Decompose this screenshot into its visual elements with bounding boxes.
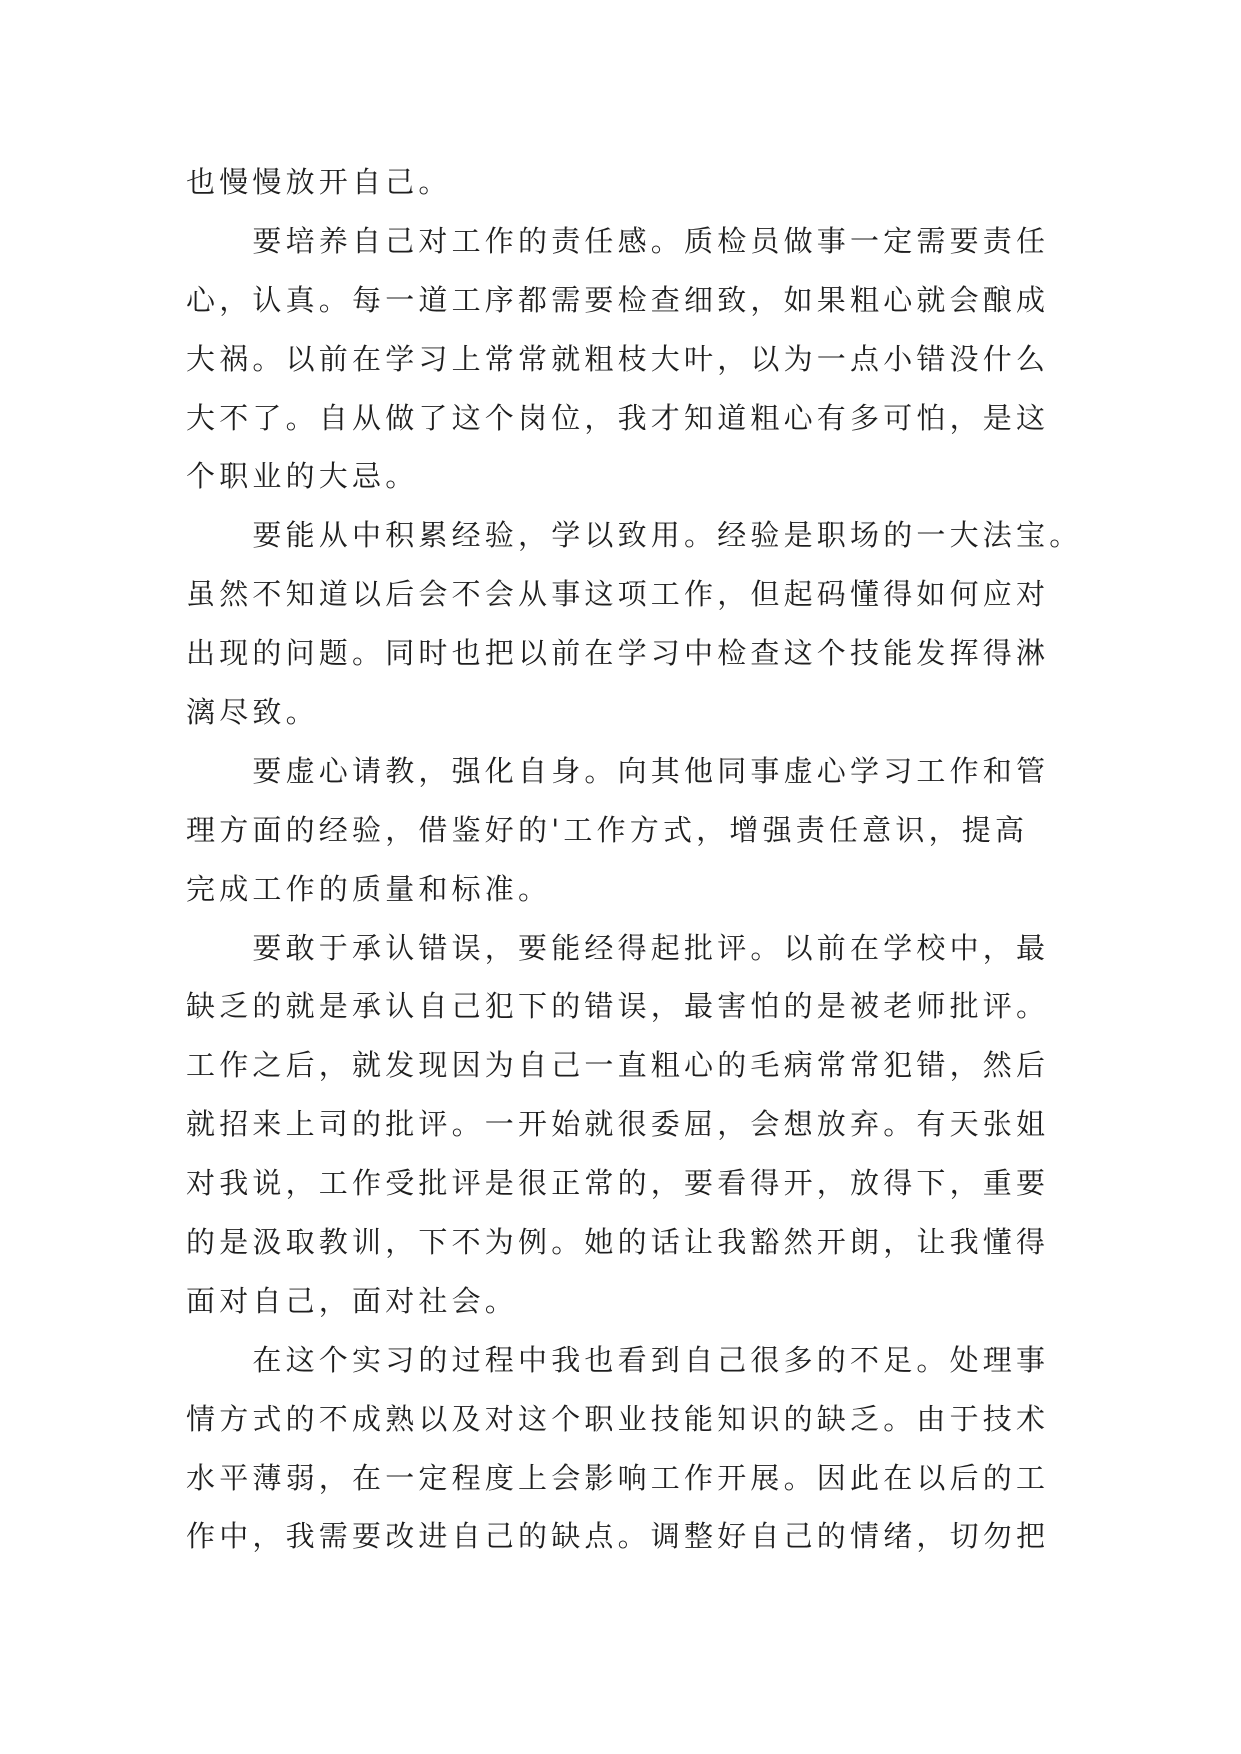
paragraph (186, 506, 1146, 742)
text-line: 工作之后，就发现因为自己一直粗心的毛病常常犯错，然后 (186, 1048, 1050, 1083)
page-body (186, 153, 1146, 1566)
text-line: 理方面的经验，借鉴好的'工作方式，增强责任意识，提高 (186, 812, 1029, 847)
text-line: 在这个实习的过程中我也看到自己很多的不足。处理事 (252, 1342, 1050, 1377)
paragraph (186, 742, 1146, 919)
paragraph (186, 919, 1146, 1331)
text-line: 缺乏的就是承认自己犯下的错误，最害怕的是被老师批评。 (186, 989, 1050, 1024)
paragraph (186, 212, 1146, 506)
text-line: 的是汲取教训，下不为例。她的话让我豁然开朗，让我懂得 (186, 1225, 1050, 1260)
paragraph (186, 1331, 1146, 1567)
text-line: 要敢于承认错误，要能经得起批评。以前在学校中，最 (252, 930, 1050, 965)
text-line: 虽然不知道以后会不会从事这项工作，但起码懂得如何应对 (186, 577, 1050, 612)
text-line: 作中，我需要改进自己的缺点。调整好自己的情绪，切勿把 (186, 1519, 1050, 1554)
text-line: 对我说，工作受批评是很正常的，要看得开，放得下，重要 (186, 1166, 1050, 1201)
text-line: 就招来上司的批评。一开始就很委屈，会想放弃。有天张姐 (186, 1107, 1050, 1142)
text-line: 要培养自己对工作的责任感。质检员做事一定需要责任 (252, 223, 1050, 258)
text-line: 完成工作的质量和标准。 (186, 871, 552, 906)
text-line: 面对自己，面对社会。 (186, 1283, 519, 1318)
text-line: 情方式的不成熟以及对这个职业技能知识的缺乏。由于技术 (186, 1401, 1050, 1436)
text-line: 个职业的大忌。 (186, 459, 419, 494)
text-line: 水平薄弱，在一定程度上会影响工作开展。因此在以后的工 (186, 1460, 1050, 1495)
text-line: 漓尽致。 (186, 695, 319, 730)
text-line: 要虚心请教，强化自身。向其他同事虚心学习工作和管 (252, 753, 1050, 788)
text-line: 心，认真。每一道工序都需要检查细致，如果粗心就会酿成 (186, 282, 1050, 317)
text-line: 要能从中积累经验，学以致用。经验是职场的一大法宝。 (252, 518, 1083, 553)
paragraph-continued (186, 153, 1146, 212)
text-line: 出现的问题。同时也把以前在学习中检查这个技能发挥得淋 (186, 636, 1050, 671)
text-line: 大不了。自从做了这个岗位，我才知道粗心有多可怕，是这 (186, 400, 1050, 435)
text-line: 也慢慢放开自己。 (186, 165, 452, 199)
text-line: 大祸。以前在学习上常常就粗枝大叶，以为一点小错没什么 (186, 341, 1050, 376)
